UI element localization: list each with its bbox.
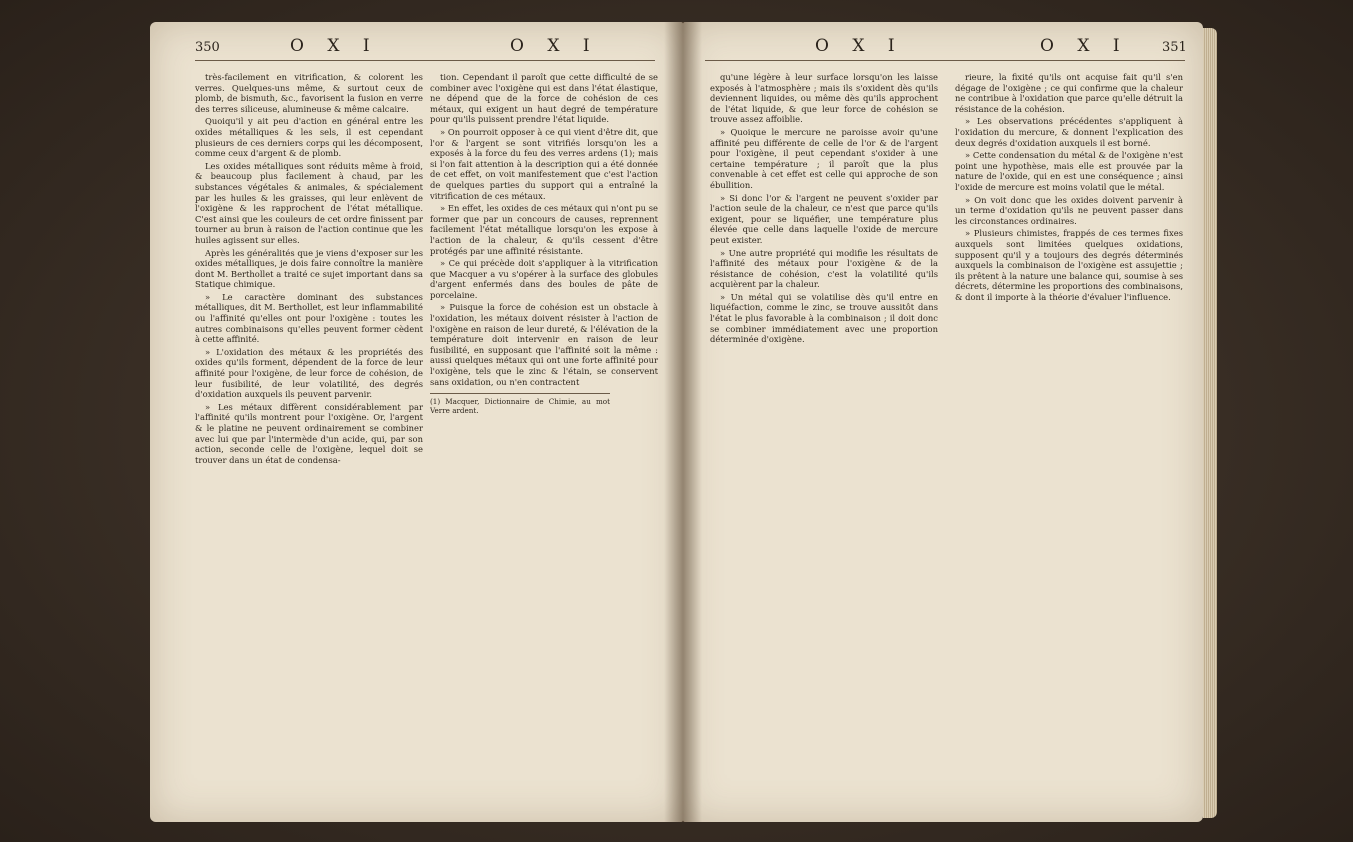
paragraph: » Une autre propriété qui modifie les résultats de l'affinité des métaux pour l'oxigène & de la résistance de cohésion, c'est la volatilité qu'ils acquièrent par la chaleur. [710,247,938,290]
left-running-head-1: O X I [290,36,379,56]
right-page-number: 351 [1162,40,1187,55]
book-gutter [664,22,702,822]
left-header-rule [195,60,655,61]
paragraph: » Les observations précédentes s'appliquent à l'oxidation du mercure, & donnent l'explication des deux degrés d'oxidation auxquels il est borné. [955,116,1183,148]
right-running-head-2: O X I [1040,36,1129,56]
paragraph: » Ce qui précède doit s'appliquer à la vitrification que Macquer a vu s'opérer à la surface des globules d'argent enfermés dans des boules de pâte de porcelaine. [430,258,658,300]
left-running-head-2: O X I [510,36,599,56]
left-column-1 [195,72,423,467]
paragraph: » L'oxidation des métaux & les propriétés des oxides qu'ils forment, dépendent de la force de leur affinité pour l'oxigène, de leur force de cohésion, de leur fusibilité, de leur volatilité, des degrés d'oxidation auxquels ils peuvent parvenir. [195,346,423,400]
paragraph: » Si donc l'or & l'argent ne peuvent s'oxider par l'action seule de la chaleur, ce n'est que parce qu'ils exigent, pour se liquéfier, une température plus élevée que celle dans laquelle l'oxide de mercure peut exister. [710,192,938,245]
paragraph: Les oxides métalliques sont réduits même à froid, & beaucoup plus facilement à chaud, par les substances végétales & animales, & spécialement par les huiles & les graisses, qui leur enlèvent de l'oxigène & les rapprochent de l'état métallique. C'est ainsi que les couleurs de cet ordre finissent par tourner au brun à raison de l'action continue que les huiles agissent sur elles. [195,160,423,245]
paragraph: Quoiqu'il y ait peu d'action en général entre les oxides métalliques & les sels, il est cependant plusieurs de ces derniers corps qui les décomposent, comme ceux d'argent & de plomb. [195,116,423,159]
paragraph: très-facilement en vitrification, & colorent les verres. Quelques-uns même, & surtout ceux de plomb, de bismuth, &c., favorisent la fusion en verre des terres siliceuse, alumineuse & même calcaire. [195,72,423,114]
right-running-head-1: O X I [815,36,904,56]
page-edges [1203,28,1217,818]
left-column-2 [430,72,658,415]
footnote: (1) Macquer, Dictionnaire de Chimie, au mot Verre ardent. [430,393,610,415]
left-page-number: 350 [195,40,220,55]
paragraph: qu'une légère à leur surface lorsqu'on les laisse exposés à l'atmosphère ; mais ils s'oxident dès qu'ils deviennent liquides, ou même dès qu'ils approchent de l'état liquide, & que leur force de cohésion se trouve assez affoiblie. [710,72,938,125]
paragraph: » Quoique le mercure ne paroisse avoir qu'une affinité peu différente de celle de l'or & de l'argent pour l'oxigène, il peut cependant s'oxider à une certaine température ; il paroît que la plus convenable à cet effet est celle qui approche de son ébullition. [710,126,938,190]
right-column-2 [955,72,1183,304]
paragraph: » Les métaux diffèrent considérablement par l'affinité qu'ils montrent pour l'oxigène. Or, l'argent & le platine ne peuvent ordinairement se combiner avec lui que par l'intermède d'un acide, qui, par son action, seconde celle de l'oxigène, lequel doit se trouver dans un état de condensa- [195,401,423,465]
paragraph: rieure, la fixité qu'ils ont acquise fait qu'il s'en dégage de l'oxigène ; ce qui confirme que la chaleur ne contribue à l'oxidation que parce qu'elle détruit la résistance de la cohésion. [955,72,1183,114]
paragraph: Après les généralités que je viens d'exposer sur les oxides métalliques, je dois faire connoître la manière dont M. Berthollet a traité ce sujet important dans sa Statique chimique. [195,247,423,290]
paragraph: » Cette condensation du métal & de l'oxigène n'est point une hypothèse, mais elle est prouvée par la nature de l'oxide, qui en est une conséquence ; ainsi l'oxide de mercure est moins volatil que le métal. [955,150,1183,192]
right-header-rule [705,60,1185,61]
right-column-1 [710,72,938,347]
paragraph: » Plusieurs chimistes, frappés de ces termes fixes auxquels sont limitées quelques oxidations, supposent qu'il y a toujours des degrés déterminés auxquels la combinaison de l'oxigène est assujettie ; ils prêtent à la nature une balance qui, soumise à ses décrets, détermine les proportions des combinaisons, & dont il importe à la théorie d'évaluer l'influence. [955,228,1183,302]
paragraph: » Un métal qui se volatilise dès qu'il entre en liquéfaction, comme le zinc, se trouve aussitôt dans l'état le plus favorable à la combinaison ; il doit donc se combiner immédiatement avec une proportion déterminée d'oxigène. [710,291,938,345]
paragraph: » On pourroit opposer à ce qui vient d'être dit, que l'or & l'argent se sont vitrifiés lorsqu'on les a exposés à la force du feu des verres ardens (1); mais si l'on fait attention à la description qui a été donnée de cet effet, on voit manifestement que c'est l'action de quelques parties du support qui a entraîné la vitrification de ces métaux. [430,126,658,201]
paragraph: » Puisque la force de cohésion est un obstacle à l'oxidation, les métaux doivent résister à l'action de l'oxigène en raison de leur dureté, & l'élévation de la température doit intervenir en raison de leur fusibilité, en supposant que l'affinité soit la même : aussi quelques métaux qui ont une forte affinité pour l'oxigène, tels que le zinc & l'étain, se conservent sans oxidation, ou n'en contractent [430,302,658,387]
paragraph: tion. Cependant il paroît que cette difficulté de se combiner avec l'oxigène qui est dans l'état élastique, ne dépend que de la force de cohésion de ces métaux, qui exigent un haut degré de température pour qu'ils puissent prendre l'état liquide. [430,72,658,125]
paragraph: » En effet, les oxides de ces métaux qui n'ont pu se former que par un concours de causes, reprennent facilement l'état métallique lorsqu'on les expose à l'action de la chaleur, & qu'ils cessent d'être protégés par une affinité résistante. [430,203,658,256]
paragraph: » Le caractère dominant des substances métalliques, dit M. Berthollet, est leur inflammabilité ou l'affinité qu'elles ont pour l'oxigène : toutes les autres combinaisons qu'elles peuvent former cèdent à cette affinité. [195,291,423,345]
paragraph: » On voit donc que les oxides doivent parvenir à un terme d'oxidation qu'ils ne peuvent passer dans les circonstances ordinaires. [955,194,1183,226]
